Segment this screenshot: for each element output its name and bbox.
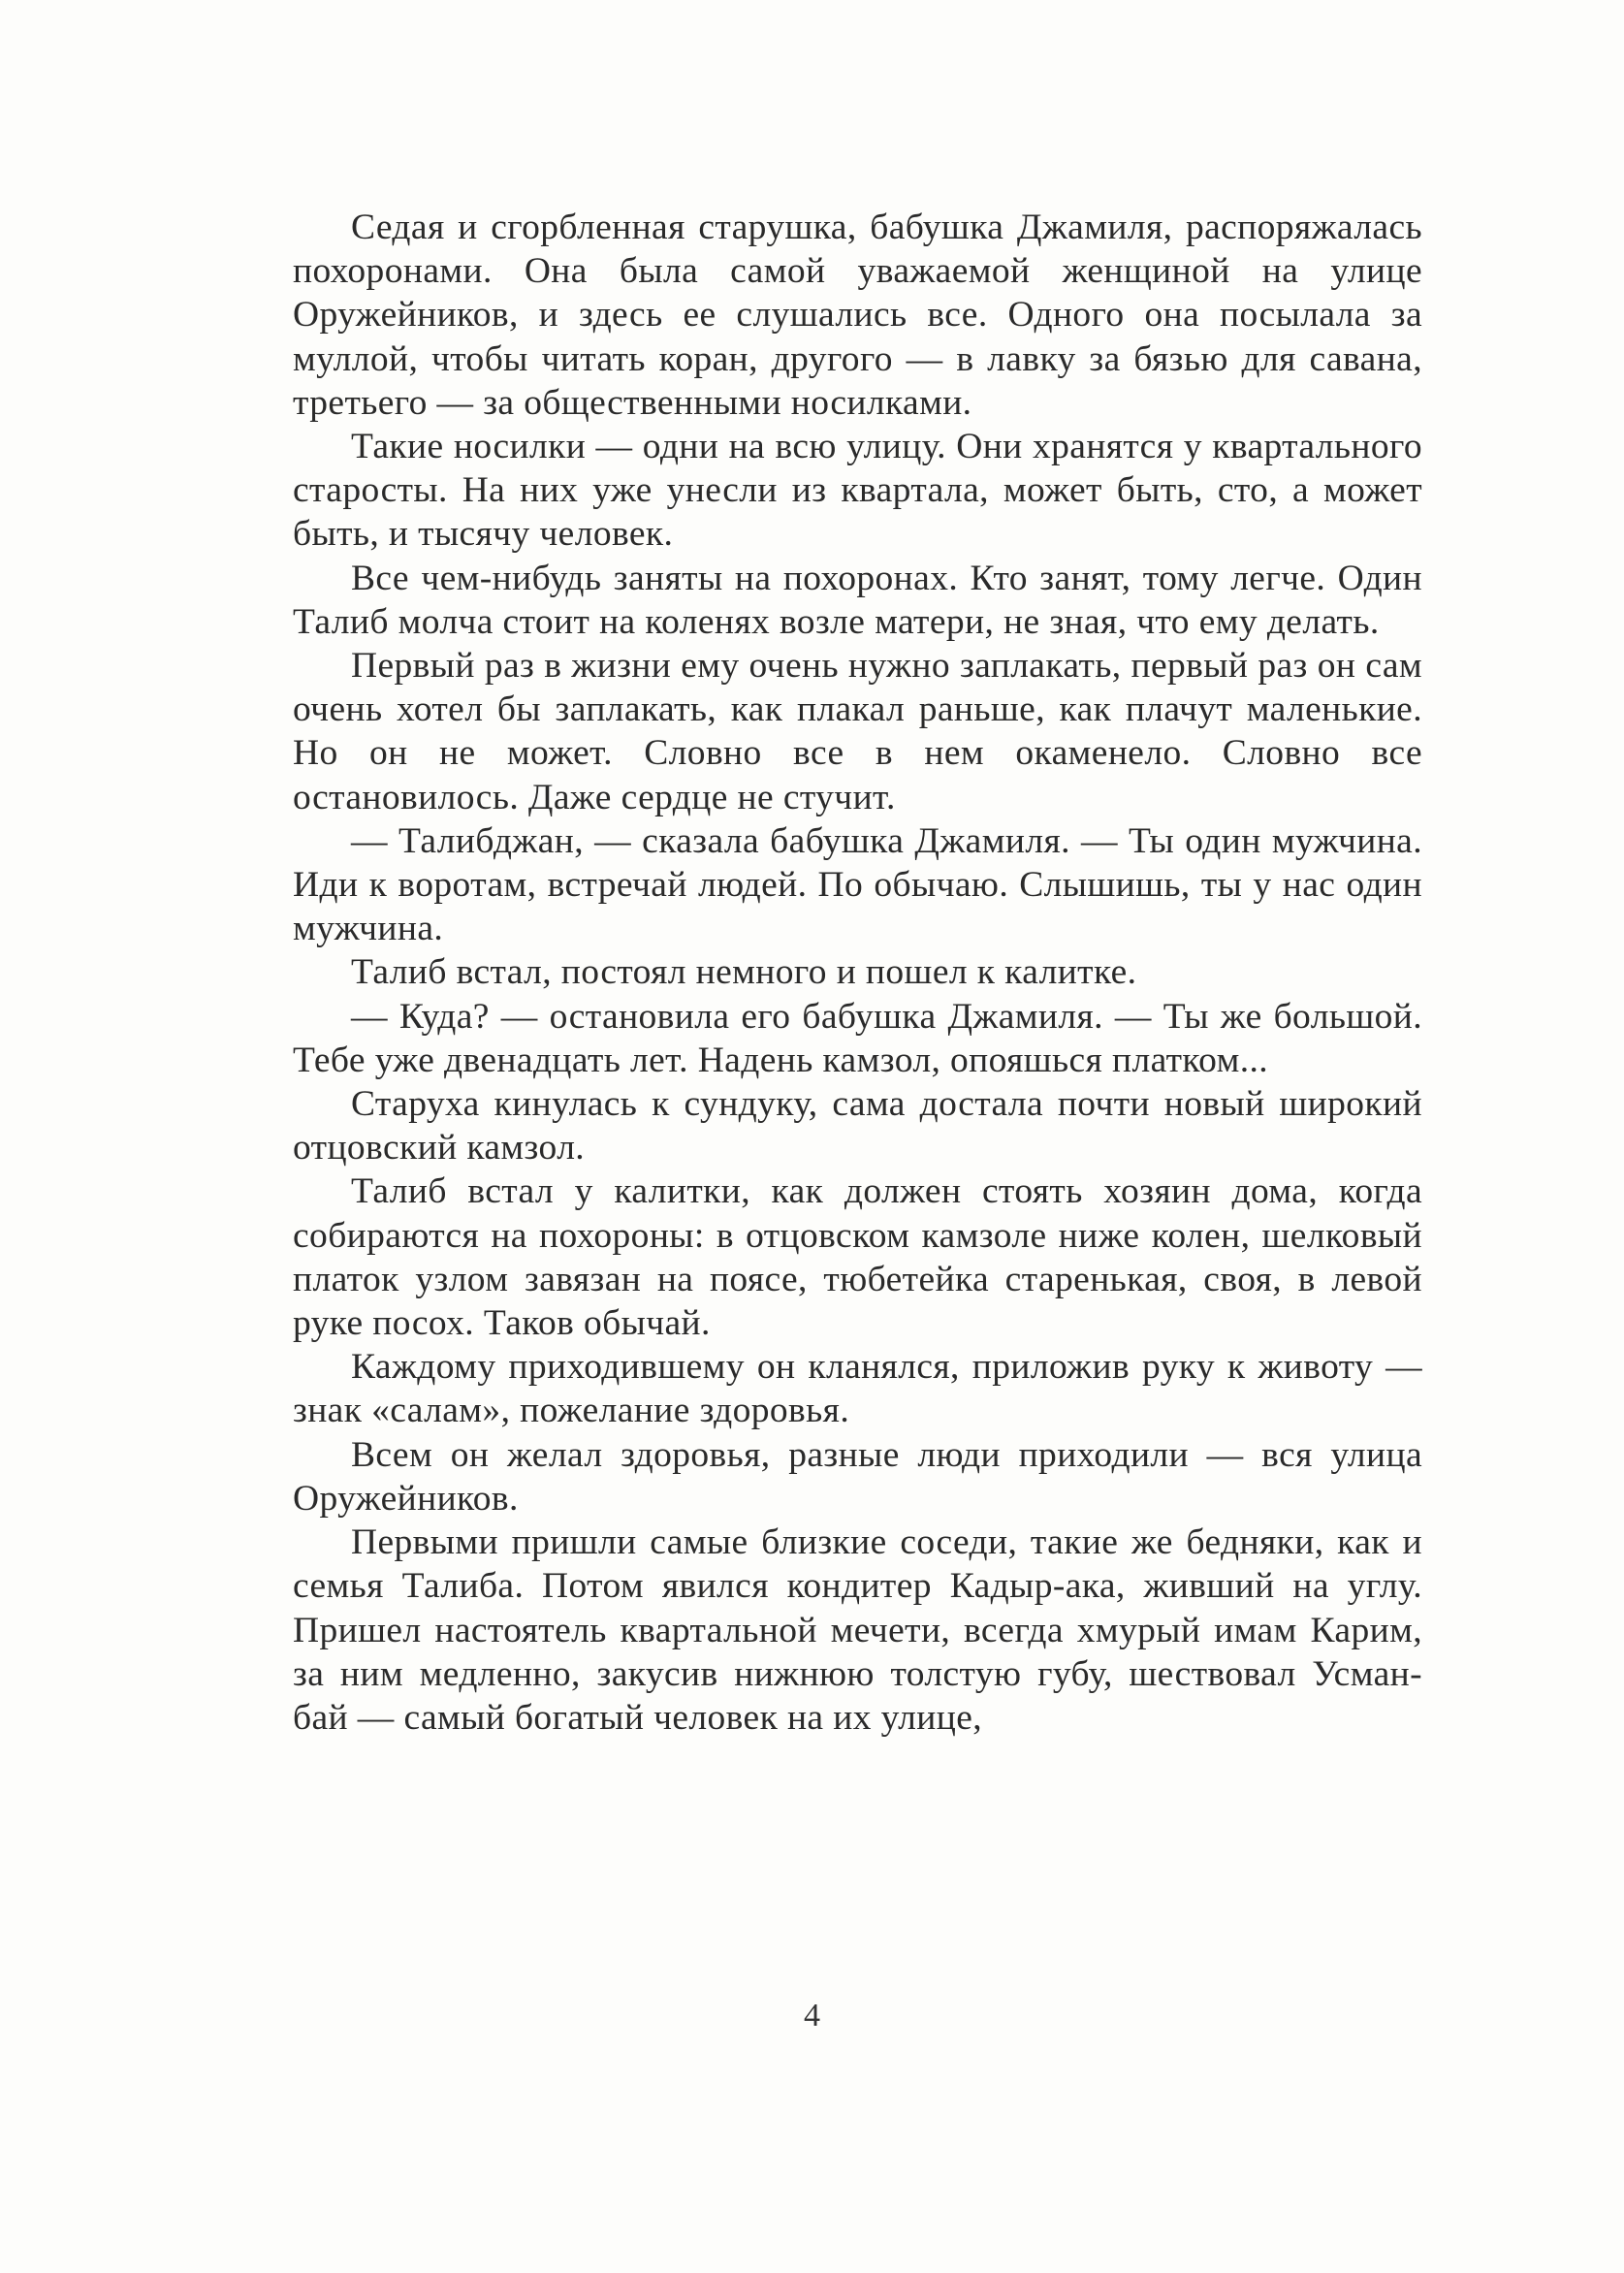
paragraph-5: — Талибджан, — сказала бабушка Джамиля. — Ты один мужчина. Иди к воротам, встречай людей. По обычаю. Слышишь, ты у нас один мужчина. [293, 820, 1422, 949]
page-number: 4 [804, 1998, 820, 2033]
text-column [293, 206, 1422, 1740]
paragraph-3: Все чем-нибудь заняты на похоронах. Кто занят, тому легче. Один Талиб молча стоит на коленях возле матери, не зная, что ему делать. [293, 558, 1422, 642]
paragraph-11: Всем он желал здоровья, разные люди приходили — вся улица Оружейников. [293, 1434, 1422, 1519]
paragraph-10: Каждому приходившему он кланялся, приложив руку к животу — знак «салам», пожелание здоровья. [293, 1347, 1422, 1431]
paragraph-8: Старуха кинулась к сундуку, сама достала почти новый широкий отцовский камзол. [293, 1084, 1422, 1169]
paragraph-12: Первыми пришли самые близкие соседи, такие же бедняки, как и семья Талиба. Потом явился кондитер Кадыр-ака, живший на углу. Пришел настоятель квартальной мечети, всегда хмурый имам Карим, за ним медленно, закусив нижнюю толстую губу, шествовал Усман-бай — самый богатый человек на их улице, [293, 1522, 1422, 1738]
paragraph-2: Такие носилки — одни на всю улицу. Они хранятся у квартального старосты. На них уже унесли из квартала, может быть, сто, а может быть, и тысячу человек. [293, 427, 1422, 555]
paragraph-4: Первый раз в жизни ему очень нужно заплакать, первый раз он сам очень хотел бы заплакать, как плакал раньше, как плачут маленькие. Но он не может. Словно все в нем окаменело. Словно все остановилось. Даже сердце не стучит. [293, 646, 1422, 817]
paragraph-6: Талиб встал, постоял немного и пошел к калитке. [351, 952, 1137, 993]
paragraph-1: Седая и сгорбленная старушка, бабушка Джамиля, распоряжалась похоронами. Она была самой уважаемой женщиной на улице Оружейников, и здесь ее слушались все. Одного она посылала за муллой, чтобы читать коран, другого — в лавку за бязью для савана, третьего — за общественными носилками. [293, 208, 1422, 423]
paragraph-9: Талиб встал у калитки, как должен стоять хозяин дома, когда собираются на похороны: в отцовском камзоле ниже колен, шелковый платок узлом завязан на поясе, тюбетейка старенькая, своя, в левой руке посох. Таков обычай. [293, 1171, 1422, 1344]
paragraph-7: — Куда? — остановила его бабушка Джамиля. — Ты же большой. Тебе уже двенадцать лет. Надень камзол, опояшься платком... [293, 996, 1422, 1080]
